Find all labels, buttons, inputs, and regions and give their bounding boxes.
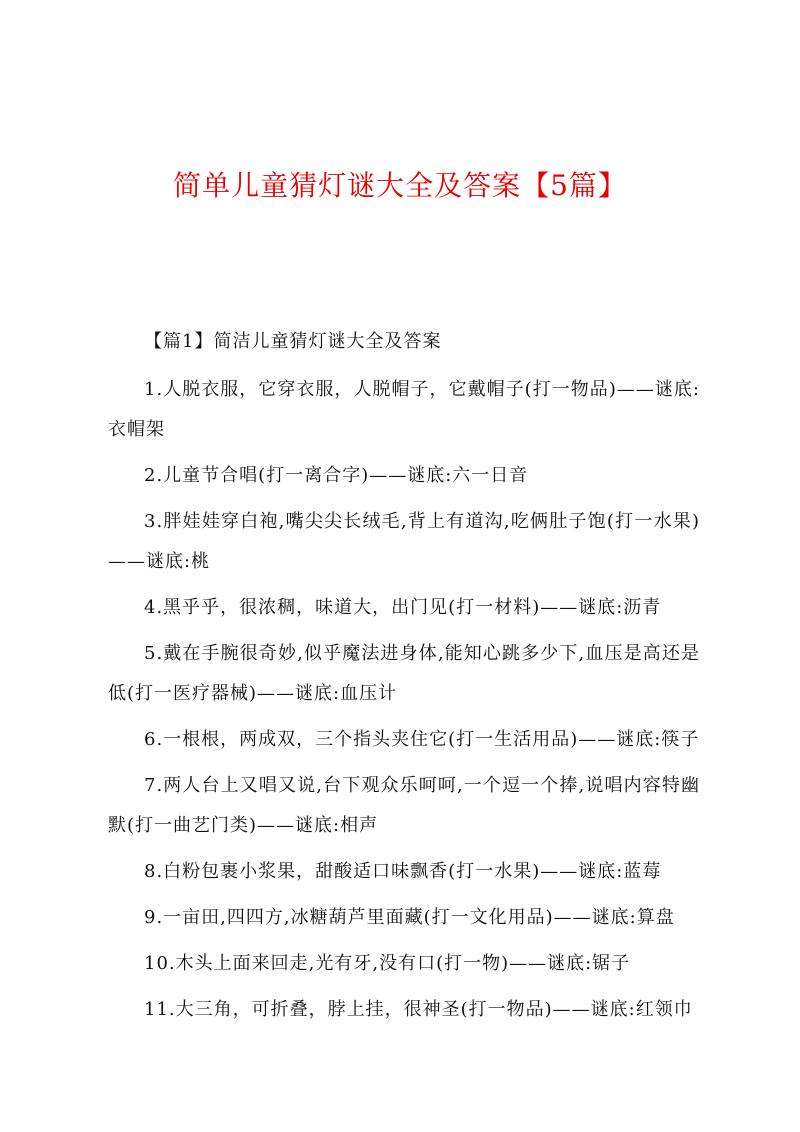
document-body: [108, 322, 700, 1036]
riddle-6: 6.一根根，两成双，三个指头夹住它(打一生活用品)——谜底:筷子: [144, 729, 700, 750]
riddle-5: 5.戴在手腕很奇妙,似乎魔法进身体,能知心跳多少下,血压是高还是低(打一医疗器械)——谜底:血压计: [108, 643, 700, 704]
riddle-2: 2.儿童节合唱(打一离合字)——谜底:六一日音: [144, 465, 529, 486]
riddle-8: 8.白粉包裹小浆果，甜酸适口味飘香(打一水果)——谜底:蓝莓: [144, 861, 662, 882]
riddle-3: 3.胖娃娃穿白袍,嘴尖尖长绒毛,背上有道沟,吃俩肚子饱(打一水果)——谜底:桃: [108, 511, 700, 572]
section-heading: 【篇1】简洁儿童猜灯谜大全及答案: [144, 331, 442, 352]
riddle-7: 7.两人台上又唱又说,台下观众乐呵呵,一个逗一个捧,说唱内容特幽默(打一曲艺门类)——谜底:相声: [108, 775, 700, 836]
riddle-1: 1.人脱衣服，它穿衣服，人脱帽子，它戴帽子(打一物品)——谜底:衣帽架: [108, 379, 700, 440]
riddle-10: 10.木头上面来回走,光有牙,没有口(打一物)——谜底:锯子: [144, 953, 631, 974]
riddle-11: 11.大三角，可折叠，脖上挂，很神圣(打一物品)——谜底:红领巾: [144, 999, 693, 1020]
document-title: 简单儿童猜灯谜大全及答案【5篇】: [173, 169, 627, 202]
riddle-4: 4.黑乎乎，很浓稠，味道大，出门见(打一材料)——谜底:沥青: [144, 597, 662, 618]
riddle-9: 9.一亩田,四四方,冰糖葫芦里面藏(打一文化用品)——谜底:算盘: [144, 907, 675, 928]
